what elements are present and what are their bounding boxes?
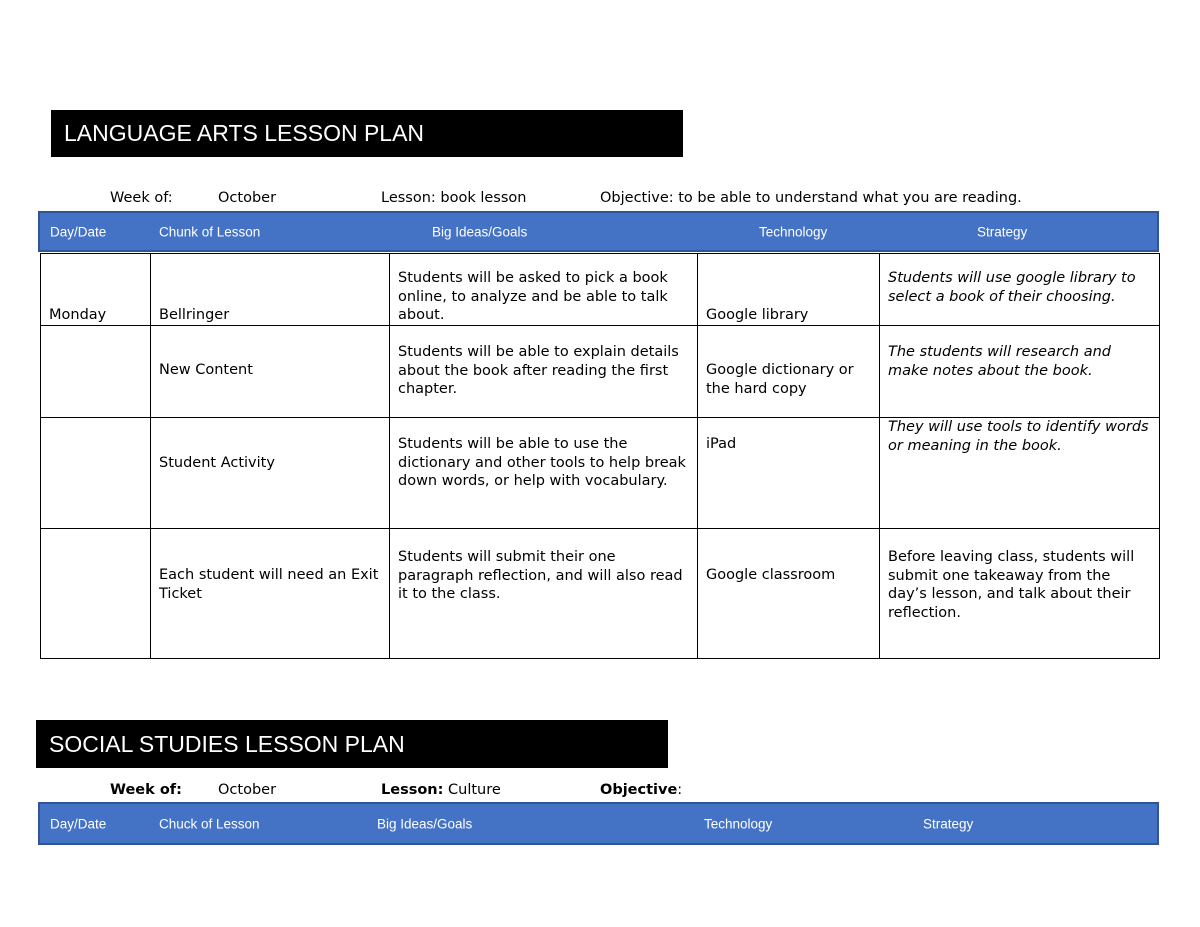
table-row — [41, 254, 1160, 326]
la-week-value: October — [218, 190, 277, 206]
ss-header-bar — [38, 802, 1159, 845]
row-strategy: Before leaving class, students will submit one takeaway from the day’s lesson, and talk about their reflection. — [880, 529, 1160, 659]
ss-header-technology: Technology — [704, 816, 773, 831]
la-objective: Objective: to be able to understand what you are reading. — [600, 190, 1022, 206]
la-header-day: Day/Date — [50, 224, 107, 239]
row-chunk: Each student will need an Exit Ticket — [151, 529, 390, 659]
row-day: Monday — [41, 254, 151, 326]
ss-header-day: Day/Date — [50, 816, 107, 831]
row-chunk: Student Activity — [151, 418, 390, 529]
ss-objective: Objective: — [600, 782, 683, 798]
row-strategy: They will use tools to identify words or meaning in the book. — [880, 418, 1160, 529]
table-row — [41, 529, 1160, 659]
la-lesson: Lesson: book lesson — [381, 190, 527, 206]
la-week-label: Week of: — [110, 190, 173, 206]
ss-week-value: October — [218, 782, 277, 798]
la-header-bar — [38, 211, 1159, 252]
ss-header-chunk: Chuck of Lesson — [159, 816, 260, 831]
la-header-technology: Technology — [759, 224, 828, 239]
ss-week-label: Week of: — [110, 782, 182, 798]
ss-lesson: Lesson: Culture — [381, 782, 501, 798]
row-strategy: Students will use google library to select a book of their choosing. — [880, 254, 1160, 326]
la-header-chunk: Chunk of Lesson — [159, 224, 261, 239]
row-day — [41, 418, 151, 529]
row-goals: Students will be able to use the dictionary and other tools to help break down words, or help with vocabulary. — [390, 418, 698, 529]
social-studies-title: SOCIAL STUDIES LESSON PLAN — [36, 720, 668, 768]
row-day — [41, 326, 151, 418]
ss-header-strategy: Strategy — [923, 816, 974, 831]
la-header-strategy: Strategy — [977, 224, 1028, 239]
la-header-goals: Big Ideas/Goals — [432, 224, 528, 239]
row-technology: Google dictionary or the hard copy — [698, 326, 880, 418]
table-row — [41, 326, 1160, 418]
language-arts-table — [40, 253, 1160, 659]
row-goals: Students will submit their one paragraph reflection, and will also read it to the class. — [390, 529, 698, 659]
ss-header-goals: Big Ideas/Goals — [377, 816, 473, 831]
row-goals: Students will be able to explain details about the book after reading the first chapter. — [390, 326, 698, 418]
row-day — [41, 529, 151, 659]
row-technology: iPad — [698, 418, 880, 529]
row-chunk: Bellringer — [151, 254, 390, 326]
language-arts-title: LANGUAGE ARTS LESSON PLAN — [51, 110, 683, 157]
row-chunk: New Content — [151, 326, 390, 418]
table-row — [41, 418, 1160, 529]
row-goals: Students will be asked to pick a book online, to analyze and be able to talk about. — [390, 254, 698, 326]
row-technology: Google library — [698, 254, 880, 326]
row-strategy: The students will research and make notes about the book. — [880, 326, 1160, 418]
row-technology: Google classroom — [698, 529, 880, 659]
